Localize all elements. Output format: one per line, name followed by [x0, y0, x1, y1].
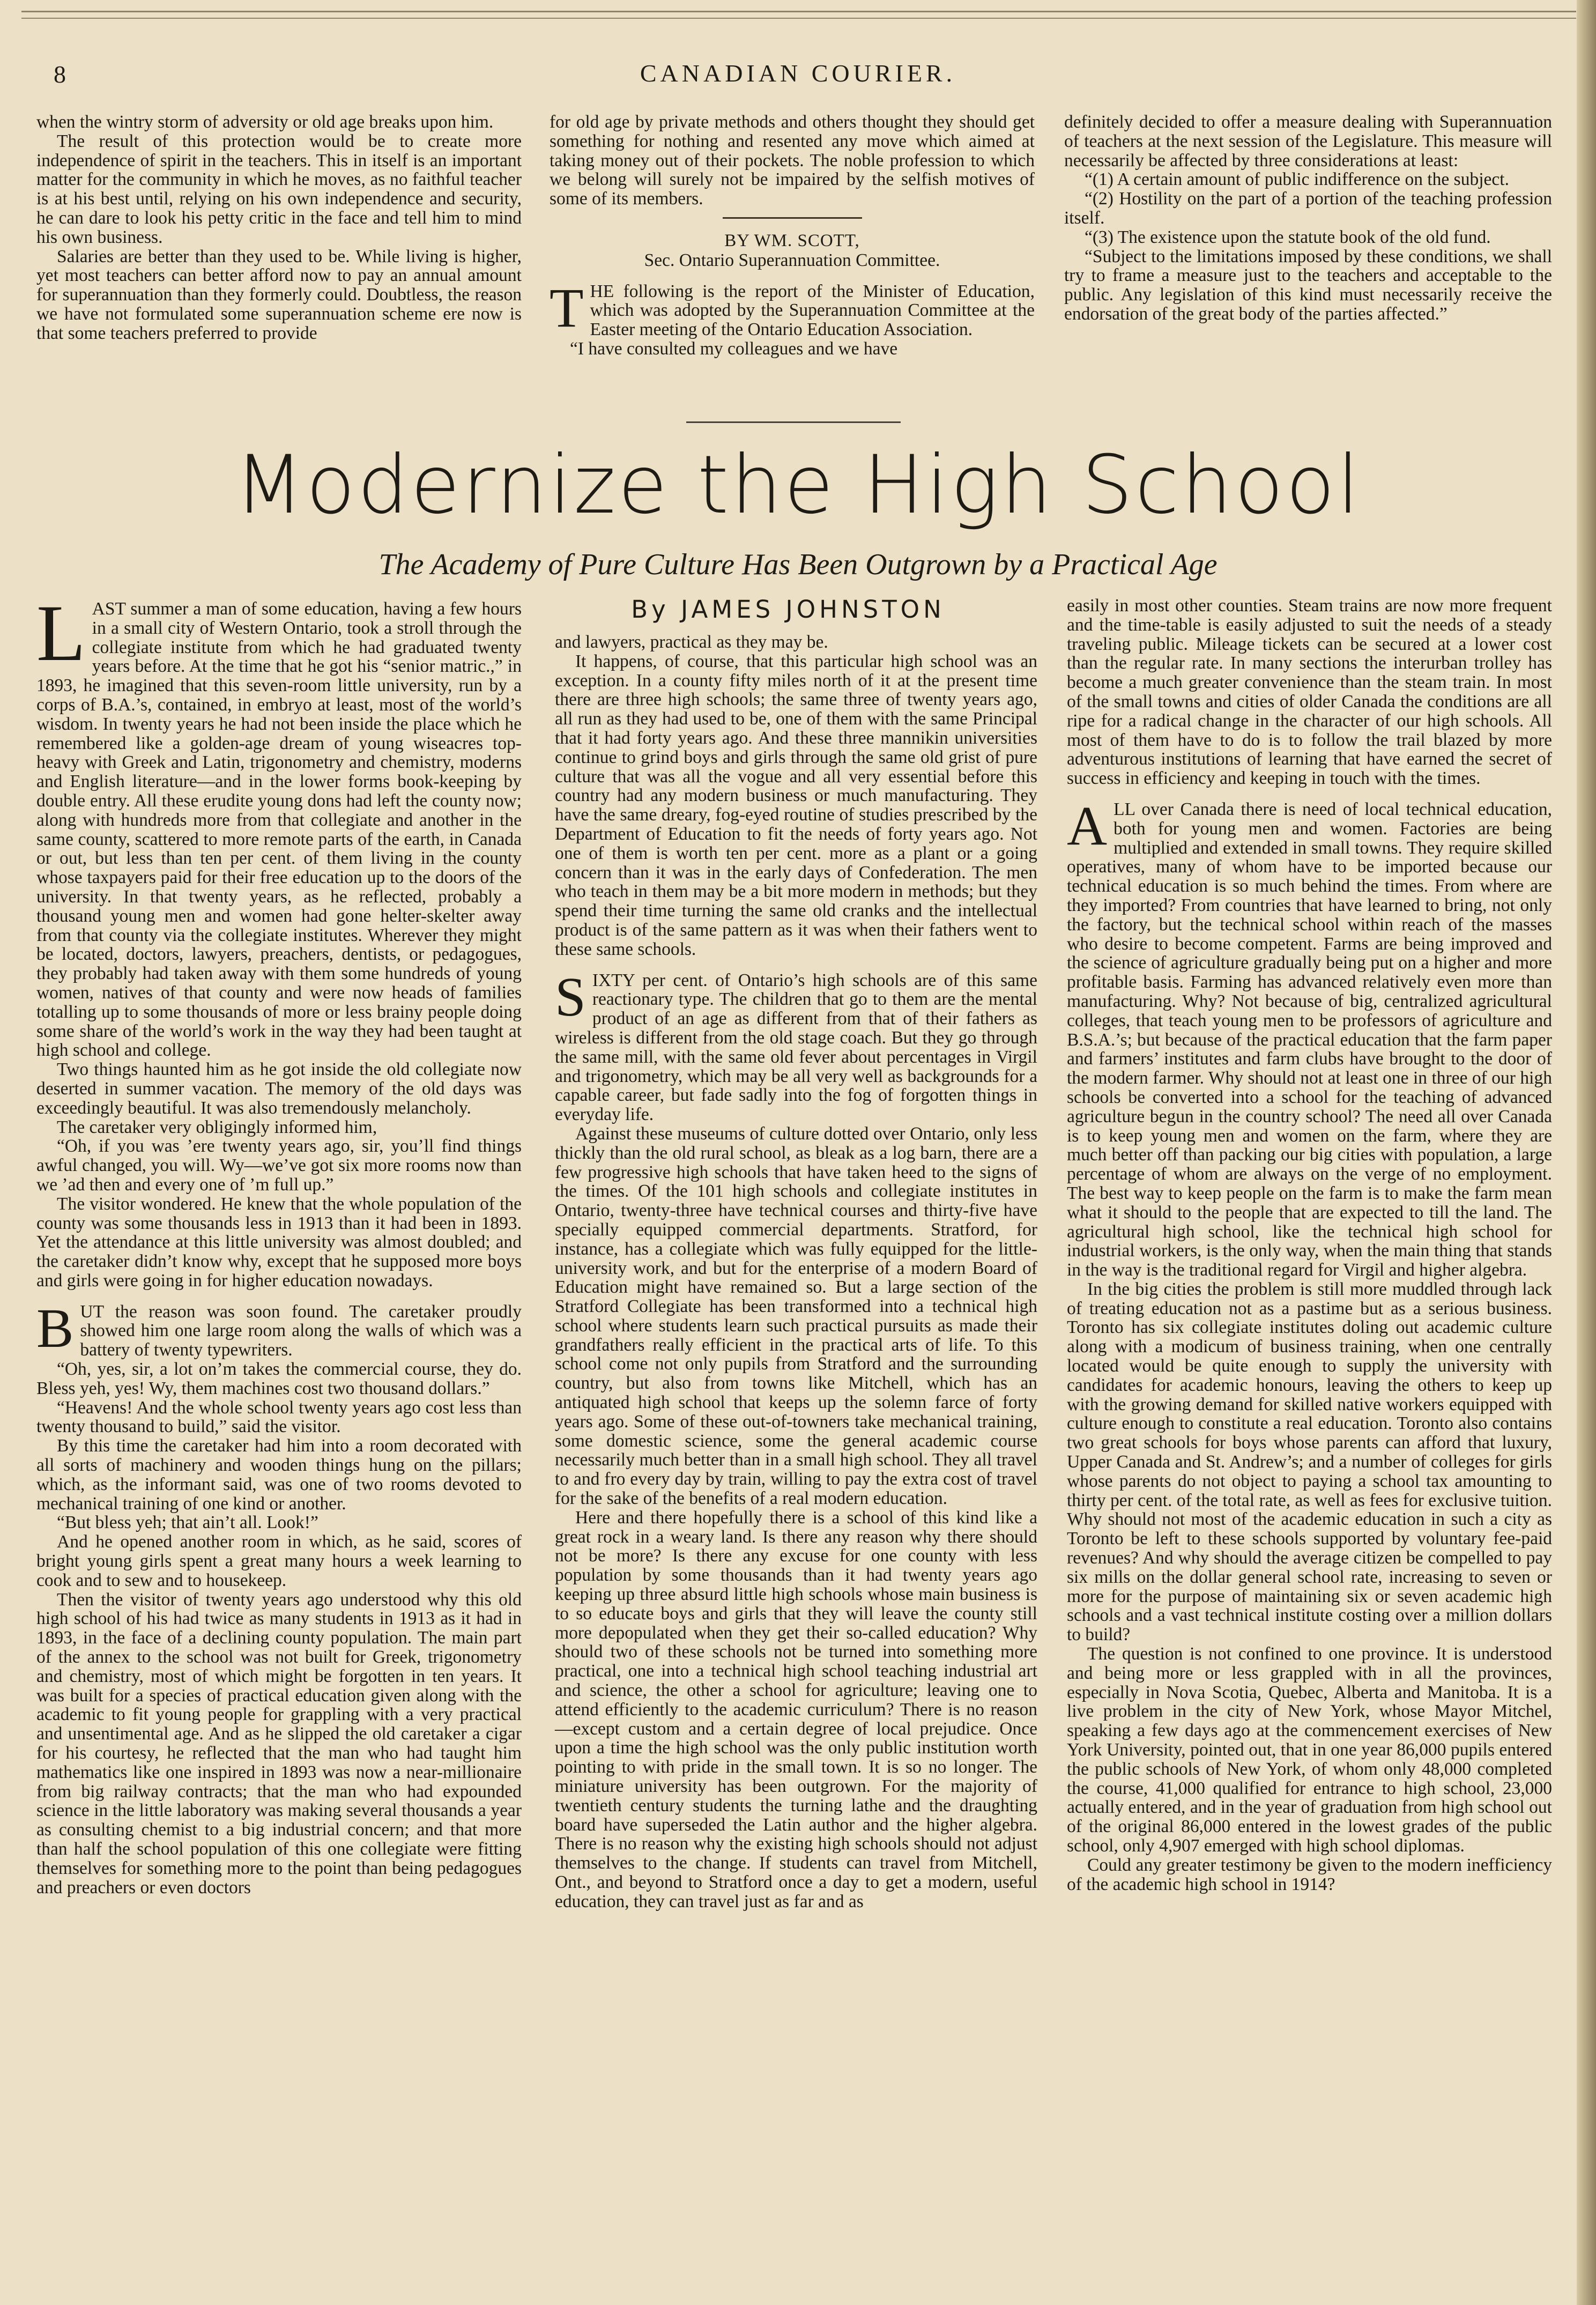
paragraph: The question is not confined to one province. It is understood and being more or less grappled with in all the provinces, especially in Nova Scotia, Quebec, Alberta and Manitoba. It is a live problem in the city of New York, whose Mayor Mitchel, speaking a few days ago at the commencement exercises of New York University, pointed out, that in one year 86,000 pupils entered the public schools of New York, of whom only 48,000 completed the course, 41,000 qualified for entrance to high school, 23,000 actually entered, and in the year of graduation from high school out of the original 86,000 entered in the lowest grades of the public school, only 4,907 emerged with high school diplomas. — [1067, 1644, 1552, 1856]
paragraph: “Oh, yes, sir, a lot on’m takes the commercial course, they do. Bless yeh, yes! Wy, them machines cost two thousand dollars.” — [36, 1359, 522, 1398]
paragraph: The result of this protection would be to create more independence of spirit in the teachers. This in itself is an important matter for the community in which he moves, as no faithful teacher is at his best until, relying on his own independence and security, he can dare to look his petty critic in the face and tell him to mind his own business. — [36, 131, 522, 247]
top-column-3 — [1064, 113, 1552, 324]
article-byline: By JAMES JOHNSTON — [631, 595, 945, 624]
binding-edge — [1577, 0, 1596, 2305]
article-column-1 — [36, 589, 522, 1898]
paragraph: It happens, of course, that this particular high school was an exception. In a county fifty miles north of it at the present time there are three high schools; the same three of twenty years ago, all run as they had used to be, one of them with the same Principal that it had forty years ago. And these three mannikin universities continue to grind boys and girls through the same old grist of pure culture that was all the vogue and all very essential before this country had any modern business or much manufacturing. They have the same dreary, fog-eyed routine of studies prescribed by the Department of Education to fit the needs of forty years ago. Not one of them is worth ten per cent. more as a plant or a going concern than it was in the early days of Confederation. The men who teach in them may be a bit more modern in methods; but they spend their time turning the same old cranks and the intellectual product is of the same pattern as it was when their fathers went to these same schools. — [555, 651, 1037, 959]
paragraph: Salaries are better than they used to be. While living is higher, yet most teachers can better afford now to pay an annual amount for superannuation than they formerly could. Doubtless, the reason we have not formulated some superannuation scheme ere now is that some teachers preferred to provide — [36, 246, 522, 343]
paragraph: “But bless yeh; that ain’t all. Look!” — [57, 1513, 318, 1533]
drop-cap: A — [1067, 795, 1108, 857]
article-column-3 — [1067, 596, 1552, 1894]
paragraph: In the big cities the problem is still more muddled through lack of treating education not as a pastime but as a serious business. Toronto has six collegiate institutes doling out academic culture along with a modicum of business training, when one centrally located would be quite enough to supply the university with candidates for academic honours, leaving the others to keep up with the growing demand for skilled native workers equipped with culture enough to constitute a real education. Toronto also contains two great schools for boys whose parents can afford that luxury, Upper Canada and St. Andrew’s; and a number of colleges for girls whose parents do not object to paying a school tax amounting to thirty per cent. of the total rate, as well as fees for exclusive tuition. Why should not most of the academic education in such a city as Toronto be left to these schools supported by voluntary fee-paid revenues? And why should the average citizen be compelled to pay six mills on the dollar general school rate, increasing to seven or more for the purpose of maintaining six or seven academic high schools and a vast technical institute costing over a million dollars to build? — [1067, 1279, 1552, 1645]
paragraph: LAST summer a man of some education, having a few hours in a small city of Western Ontario, took a stroll through the collegiate institute from which he had graduated twenty years before. At the time that he got his “senior matric.,” in 1893, he imagined that this seven-room little university, run by a corps of B.A.’s, contained, in embryo at least, most of the world’s wisdom. In twenty years he had not been inside the place which he remembered like a golden-age dream of young wiseacres top-heavy with Greek and Latin, trigonometry and chemistry, moderns and English literature—and in the lower forms book-keeping by double entry. All these erudite young dons had left the county now; along with hundreds more from that collegiate and another in the same county, scattered to more remote parts of the earth, in Canada or out, but less than ten per cent. of them living in the county whose taxpayers paid for their free education up to the doors of the university. In that twenty years, as he reflected, probably a thousand young men and women had gone helter-skelter away from that county via the collegiate institutes. Wherever they might be located, doctors, lawyers, preachers, dentists, or pedagogues, they probably had taken away with them some hundreds of young women, natives of that county and were now heads of families totalling up to some thousands of more or less brainy people doing some share of the world’s work in the way they had been taught at high school and college. — [36, 589, 522, 1061]
paragraph: “(3) The existence upon the statute book of the old fund. — [1085, 227, 1491, 247]
header-rule — [21, 11, 1576, 19]
paragraph: “Oh, if you was ’ere twenty years ago, sir, you’ll find things awful changed, you will. Wy—we’ve got six more rooms now than we ’ad then and every one of ’m full up.” — [36, 1136, 522, 1195]
paragraph: “(2) Hostility on the part of a portion of the teaching profession itself. — [1064, 189, 1552, 228]
paragraph: The visitor wondered. He knew that the whole population of the county was some thousands less in 1913 than it had been in 1893. Yet the attendance at this little university was almost doubled; and the caretaker didn’t know why, except that he supposed more boys and girls were going in for higher education nowadays. — [36, 1194, 522, 1291]
paragraph: Here and there hopefully there is a school of this kind like a great rock in a weary land. Is there any reason why there should not be more? Is there any excuse for one county with less population by some thousands than it had twenty years ago keeping up three absurd little high schools whose main business is to so educate boys and girls that they will leave the county still more depopulated when they get their so-called education? Why should two of these schools not be turned into something more practical, one into a technical high school teaching industrial art and science, the other a school for agriculture; leaving one to attend efficiently to the academic curriculum? There is no reason—except custom and a certain degree of local prejudice. Once upon a time the high school was the only public institution worth pointing to with pride in the small town. It is so no longer. The miniature university has been outgrown. For the majority of twentieth century students the turning lathe and the draughting board have superseded the Latin author and the higher algebra. There is no reason why the existing high schools should not adjust themselves to the change. If students can travel from Mitchell, Ont., and beyond to Stratford once a day to get a modern, useful education, they can travel just as far and as — [555, 1507, 1037, 1911]
top-column-2 — [550, 113, 1035, 359]
paragraph: The caretaker very obligingly informed him, — [57, 1117, 377, 1137]
drop-cap: T — [550, 277, 584, 339]
drop-cap: S — [555, 966, 586, 1028]
paragraph: and lawyers, practical as they may be. — [555, 632, 828, 652]
article-subtitle: The Academy of Pure Culture Has Been Outgrown by a Practical Age — [378, 548, 1218, 581]
paragraph: for old age by private methods and others thought they should get something for nothing and resented any move which aimed at taking money out of their pockets. The noble profession to which we belong will surely not be impaired by the selfish motives of some of its members. — [550, 112, 1035, 209]
drop-cap: B — [36, 1297, 74, 1359]
section-rule — [723, 217, 862, 219]
paragraph: “Heavens! And the whole school twenty years ago cost less than twenty thousand to build,” said the visitor. — [36, 1397, 522, 1437]
paragraph: THE following is the report of the Minister of Education, which was adopted by the Superannuation Committee at the Easter meeting of the Ontario Education Association. — [550, 277, 1035, 340]
article-title: Modernize the High School — [234, 439, 1362, 532]
paragraph: Against these museums of culture dotted over Ontario, only less thickly than the old rural school, as bleak as a log barn, there are a few progressive high schools that have taken heed to the signs of the times. Of the 101 high schools and collegiate institutes in Ontario, twenty-three have technical courses and thirty-five have specially equipped commercial departments. Stratford, for instance, has a collegiate which was fully equipped for the little-university work, and but for the enterprise of a modern Board of Education might have remained so. But a large section of the Stratford Collegiate has been transformed into a technical high school where students learn such practical pursuits as made their grandfathers really efficient in the practical arts of life. To this school come not only pupils from Stratford and the surrounding country, but also from towns like Mitchell, which has an antiquated high school that keeps up the solemn farce of forty years ago. Some of these out-of-towners take mechanical training, some domestic science, some the general academic course necessarily much better than in a small high school. They all travel to and fro every day by train, willing to pay the extra cost of travel for the sake of the benefits of a real modern education. — [555, 1123, 1037, 1509]
paragraph: Then the visitor of twenty years ago understood why this old high school of his had twice as many students in 1913 as it had in 1893, in the face of a declining county population. The main part of the annex to the school was not built for Greek, trigonometry and chemistry, most of which might be forgotten in ten years. It was built for a species of practical education given along with the academic to fit young people for grappling with a very practical and unsentimental age. And as he slipped the old caretaker a cigar for his courtesy, he reflected that the man who had taught him mathematics like one inspired in 1893 was now a near-millionaire from big railway contracts; that the man who had expounded science in the little laboratory was making several thousands a year as consulting chemist to a big industrial concern; and that more than half the school population of this one collegiate were fitting themselves for something more to the point than being pedagogues and preachers or even doctors — [36, 1589, 522, 1898]
paragraph: “(1) A certain amount of public indifference on the subject. — [1085, 169, 1509, 190]
drop-cap: L — [36, 589, 86, 678]
paragraph: “Subject to the limitations imposed by these conditions, we shall try to frame a measure just to the teachers and acceptable to the public. Any legislation of this kind must necessarily receive the endorsation of the great body of the parties affected.” — [1064, 246, 1552, 324]
paragraph: SIXTY per cent. of Ontario’s high schools are of this same reactionary type. The children that go to them are the mental product of an age as different from that of their fathers as wireless is different from the old stage coach. But they go through the same mill, with the same old fever about percentages in Virgil and trigonometry, which may be all very well as backgrounds for a capable career, but fade sadly into the fog of forgotten things in everyday life. — [555, 966, 1037, 1125]
byline-title: Sec. Ontario Superannuation Committee. — [644, 250, 940, 270]
paragraph: when the wintry storm of adversity or old age breaks upon him. — [36, 112, 494, 132]
paragraph: “I have consulted my colleagues and we have — [570, 338, 898, 359]
page-number: 8 — [54, 61, 66, 88]
paragraph: ALL over Canada there is need of local technical education, both for young men and women. Factories are being multiplied and extended in small towns. They require skilled operatives, many of whom have to be imported because our technical education is so much behind the times. From where are they imported? From countries that have learned to bring, not only the factory, but the technical school within reach of the masses who desire to become competent. Farms are being improved and the science of agriculture gradually being put on a higher and more profitable basis. Farming has advanced relatively even more than manufacturing. Why? Not because of big, centralized agricultural colleges, that teach young men to be professors of agriculture and B.S.A.’s; but because of the practical education that the farm paper and farmers’ institutes and farm clubs have brought to the door of the modern farmer. Why should not at least one in three of our high schools be converted into a school for the teaching of advanced agriculture begun in the country school? The need all over Canada is to keep young men and women on the farm, where they are much better off than packing our big cities with population, a large percentage of whom are always on the verge of no employment. The best way to keep people on the farm is to make the farm mean what it should to the people that are expected to till the land. The agricultural high school, like the technical high school for industrial workers, is the only way, when the main thing that stands in the way is the traditional regard for Virgil and higher algebra. — [1067, 795, 1552, 1280]
paragraph: easily in most other counties. Steam trains are now more frequent and the time-table is easily adjusted to suit the needs of a steady traveling public. Mileage tickets can be secured at a lower cost than the regular rate. In many sections the interurban trolley has become a much greater convenience than the steam train. In most of the small towns and cities of older Canada the conditions are all ripe for a radical change in the character of our high schools. All most of them have to do is to follow the trail blazed by more adventurous institutions of learning that have earned the secret of success in efficiency and keeping in touch with the times. — [1067, 596, 1552, 789]
section-byline: BY WM. SCOTT, — [724, 231, 860, 250]
running-head: CANADIAN COURIER. — [640, 60, 956, 87]
paragraph: definitely decided to offer a measure dealing with Superannuation of teachers at the next session of the Legislature. This measure will necessarily be affected by three considerations at least: — [1064, 112, 1552, 171]
article-column-2 — [555, 633, 1037, 1911]
paragraph: By this time the caretaker had him into a room decorated with all sorts of machinery and wooden things hung on the pillars; which, as the informant said, was one of two rooms devoted to mechanical training of one kind or another. — [36, 1436, 522, 1514]
paragraph: Could any greater testimony be given to the modern inefficiency of the academic high school in 1914? — [1067, 1855, 1552, 1894]
paragraph: BUT the reason was soon found. The caretaker proudly showed him one large room along the walls of which was a battery of twenty typewriters. — [36, 1297, 522, 1360]
top-column-1 — [36, 113, 522, 343]
paragraph: And he opened another room in which, as he said, scores of bright young girls spent a great many hours a week learning to cook and to sew and to housekeep. — [36, 1532, 522, 1590]
paragraph: Two things haunted him as he got inside the old collegiate now deserted in summer vacation. The memory of the old days was exceedingly beautiful. It was also tremendously melancholy. — [36, 1059, 522, 1118]
article-separator — [686, 421, 901, 423]
